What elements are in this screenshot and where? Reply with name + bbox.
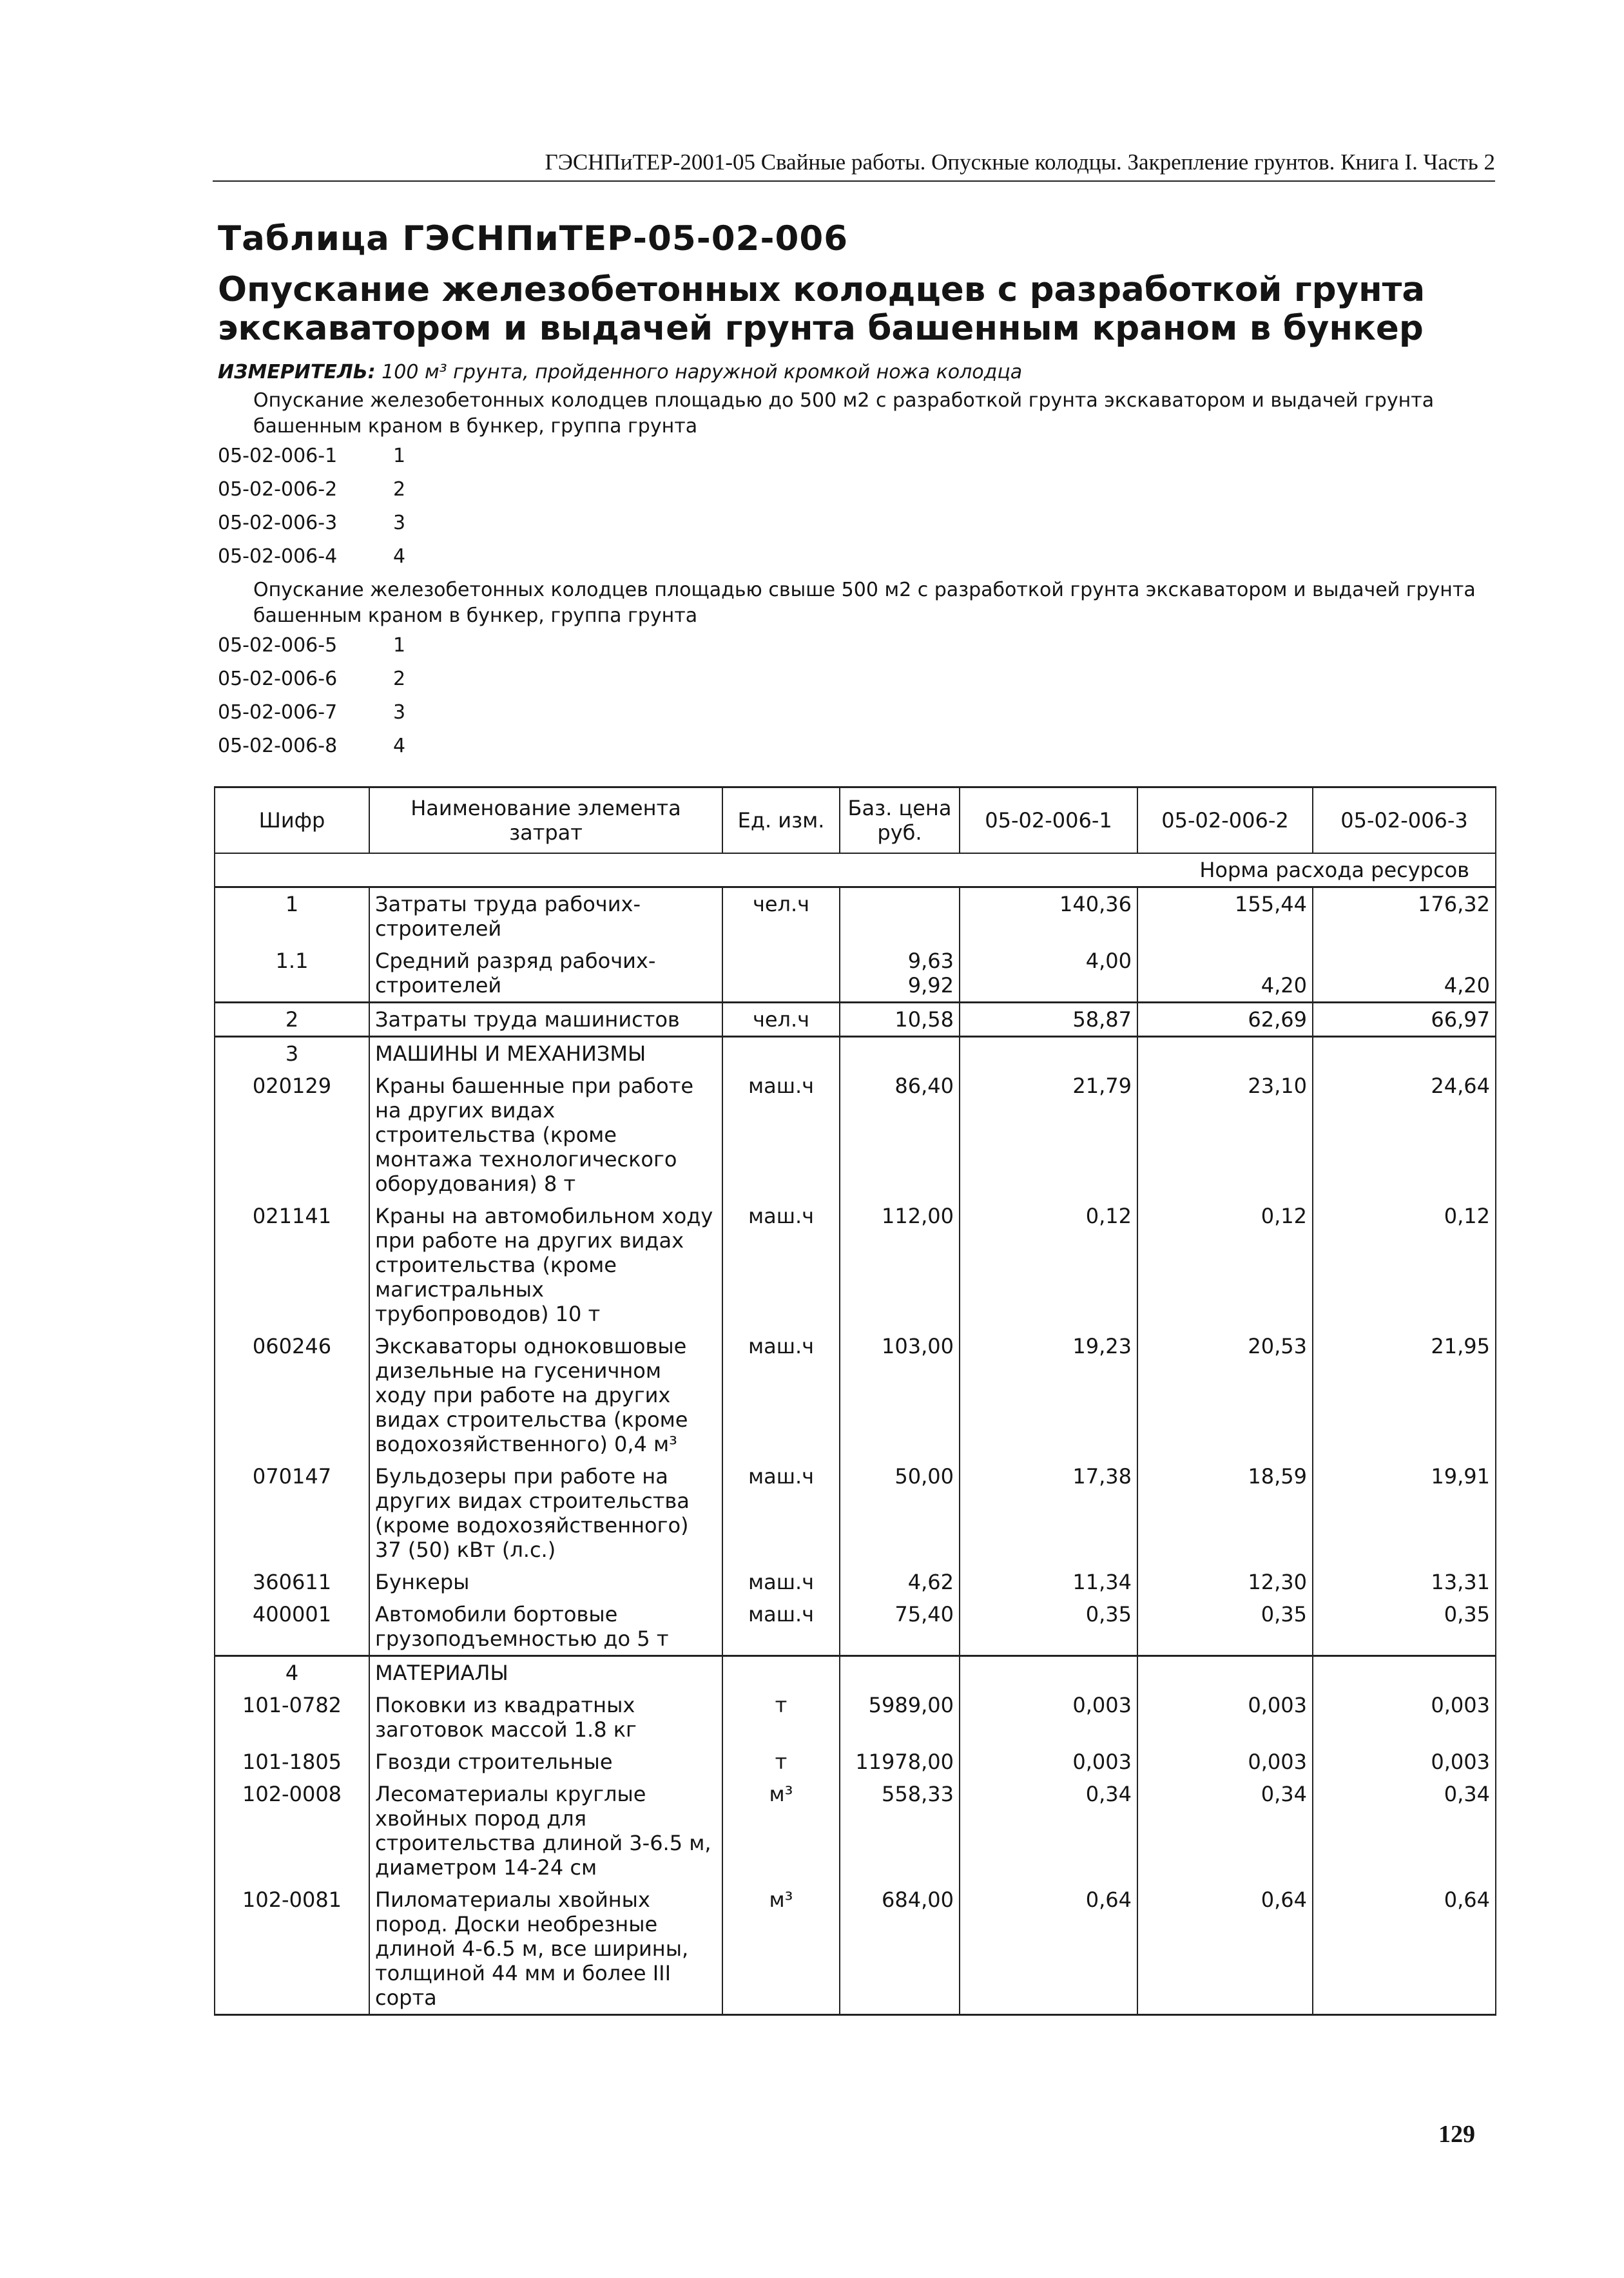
row-value-3: 19,91 bbox=[1313, 1460, 1496, 1566]
row-unit: маш.ч bbox=[722, 1200, 840, 1330]
row-value-1: 0,35 bbox=[960, 1598, 1137, 1656]
row-value-2: 0,64 bbox=[1137, 1884, 1313, 2015]
group-value: 3 bbox=[393, 512, 406, 534]
row-code: 060246 bbox=[215, 1330, 369, 1460]
table-row bbox=[215, 1566, 1496, 1598]
page-number: 129 bbox=[1438, 2121, 1475, 2148]
running-header-text: ГЭСНПиТЕР-2001-05 Свайные работы. Опускные колодцы. Закрепление грунтов. Книга I. Часть 2 bbox=[545, 150, 1495, 175]
table-row bbox=[215, 1884, 1496, 2015]
row-price: 86,40 bbox=[840, 1070, 960, 1200]
row-value-3: 66,97 bbox=[1313, 1003, 1496, 1037]
measure-text: 100 м³ грунта, пройденного наружной кромкой ножа колодца bbox=[382, 361, 1023, 383]
row-value-1: 17,38 bbox=[960, 1460, 1137, 1566]
row-price-2: 9,92 bbox=[907, 973, 954, 998]
row-code: 4 bbox=[215, 1656, 369, 1690]
row-code: 070147 bbox=[215, 1460, 369, 1566]
row-price: 558,33 bbox=[840, 1778, 960, 1884]
row-value-3: 4,20 bbox=[1313, 945, 1496, 1003]
row-unit: м³ bbox=[722, 1778, 840, 1884]
row-price: 75,40 bbox=[840, 1598, 960, 1656]
row-unit: м³ bbox=[722, 1884, 840, 2015]
row-value-1: 58,87 bbox=[960, 1003, 1137, 1037]
running-header bbox=[213, 150, 1495, 182]
row-price: 10,58 bbox=[840, 1003, 960, 1037]
row-value-2: 20,53 bbox=[1137, 1330, 1313, 1460]
row-code: 3 bbox=[215, 1037, 369, 1070]
row-value-3: 0,003 bbox=[1313, 1746, 1496, 1778]
row-value-3: 21,95 bbox=[1313, 1330, 1496, 1460]
row-name: Затраты труда машинистов bbox=[369, 1003, 722, 1037]
row-value-3: 0,12 bbox=[1313, 1200, 1496, 1330]
row-value-3: 0,64 bbox=[1313, 1884, 1496, 2015]
resource-table bbox=[214, 786, 1496, 2016]
row-unit: чел.ч bbox=[722, 1003, 840, 1037]
row-name: Автомобили бортовые грузоподъемностью до 5 т bbox=[369, 1598, 722, 1656]
row-unit: маш.ч bbox=[722, 1566, 840, 1598]
row-value-1: 21,79 bbox=[960, 1070, 1137, 1200]
row-unit bbox=[722, 945, 840, 1003]
code-value: 05-02-006-6 bbox=[218, 668, 338, 690]
norm-caption-row bbox=[215, 853, 1496, 887]
table-row bbox=[215, 1003, 1496, 1037]
row-price: 112,00 bbox=[840, 1200, 960, 1330]
row-value-2: 0,34 bbox=[1137, 1778, 1313, 1884]
row-value-3: 0,34 bbox=[1313, 1778, 1496, 1884]
code-value: 05-02-006-2 bbox=[218, 478, 338, 501]
header-col-3: 05-02-006-3 bbox=[1313, 787, 1496, 854]
row-code: 1 bbox=[215, 887, 369, 945]
row-value-2: 0,12 bbox=[1137, 1200, 1313, 1330]
code-value: 05-02-006-7 bbox=[218, 701, 338, 724]
row-unit bbox=[722, 1037, 840, 1070]
row-value-2: 4,20 bbox=[1137, 945, 1313, 1003]
row-value-2: 23,10 bbox=[1137, 1070, 1313, 1200]
row-value-3: 24,64 bbox=[1313, 1070, 1496, 1200]
row-name: Бункеры bbox=[369, 1566, 722, 1598]
section-row bbox=[215, 1656, 1496, 1690]
row-unit: маш.ч bbox=[722, 1598, 840, 1656]
code-value: 05-02-006-1 bbox=[218, 445, 338, 467]
row-name: Средний разряд рабочих-строителей bbox=[369, 945, 722, 1003]
row-value-3: 0,003 bbox=[1313, 1689, 1496, 1746]
row-value-3: 0,35 bbox=[1313, 1598, 1496, 1656]
row-code: 101-0782 bbox=[215, 1689, 369, 1746]
row-code: 102-0008 bbox=[215, 1778, 369, 1884]
row-name: Краны на автомобильном ходу при работе на других видах строительства (кроме магистральных трубопроводов) 10 т bbox=[369, 1200, 722, 1330]
row-value-1: 0,003 bbox=[960, 1746, 1137, 1778]
row-price: 103,00 bbox=[840, 1330, 960, 1460]
group-value: 4 bbox=[393, 545, 406, 568]
code-row bbox=[218, 668, 405, 693]
row-value-3: 13,31 bbox=[1313, 1566, 1496, 1598]
row-value-2 bbox=[1137, 1037, 1313, 1070]
table-row bbox=[215, 1598, 1496, 1656]
row-price: 684,00 bbox=[840, 1884, 960, 2015]
row-value-1: 4,00 bbox=[960, 945, 1137, 1003]
row-value-2: 0,35 bbox=[1137, 1598, 1313, 1656]
row-name: Поковки из квадратных заготовок массой 1.8 кг bbox=[369, 1689, 722, 1746]
code-row bbox=[218, 512, 405, 537]
row-value-2: 18,59 bbox=[1137, 1460, 1313, 1566]
row-value-2: 0,003 bbox=[1137, 1689, 1313, 1746]
row-value-2 bbox=[1137, 1656, 1313, 1690]
header-price: Баз. цена руб. bbox=[840, 787, 960, 854]
table-row bbox=[215, 1200, 1496, 1330]
header-col-1: 05-02-006-1 bbox=[960, 787, 1137, 854]
section-row bbox=[215, 1037, 1496, 1070]
group-description-2: Опускание железобетонных колодцев площадью свыше 500 м2 с разработкой грунта экскаватором и выдачей грунта башенным краном в бункер, группа грунта bbox=[253, 579, 1476, 627]
row-name: Бульдозеры при работе на других видах строительства (кроме водохозяйственного) 37 (50) кВт (л.с.) bbox=[369, 1460, 722, 1566]
header-code: Шифр bbox=[215, 787, 369, 854]
table-row bbox=[215, 945, 1496, 1003]
table-header-row bbox=[215, 787, 1496, 854]
row-name: Гвозди строительные bbox=[369, 1746, 722, 1778]
row-unit bbox=[722, 1656, 840, 1690]
row-value-2: 0,003 bbox=[1137, 1746, 1313, 1778]
group-value: 2 bbox=[393, 478, 406, 501]
group-value: 4 bbox=[393, 735, 406, 757]
row-unit: т bbox=[722, 1746, 840, 1778]
row-price: 9,63 bbox=[907, 949, 954, 973]
row-value-1: 11,34 bbox=[960, 1566, 1137, 1598]
row-value-3 bbox=[1313, 1037, 1496, 1070]
row-value-2: 12,30 bbox=[1137, 1566, 1313, 1598]
table-row bbox=[215, 1689, 1496, 1746]
row-value-1: 0,12 bbox=[960, 1200, 1137, 1330]
row-price: 11978,00 bbox=[840, 1746, 960, 1778]
code-value: 05-02-006-4 bbox=[218, 545, 338, 568]
row-value-2: 155,44 bbox=[1137, 887, 1313, 945]
row-name: Пиломатериалы хвойных пород. Доски необрезные длиной 4-6.5 м, все ширины, толщиной 44 мм и более III сорта bbox=[369, 1884, 722, 2015]
table-title: Таблица ГЭСНПиТЕР-05-02-006 bbox=[218, 219, 849, 258]
row-name: Затраты труда рабочих-строителей bbox=[369, 887, 722, 945]
row-code: 2 bbox=[215, 1003, 369, 1037]
table-row bbox=[215, 1330, 1496, 1460]
row-code: 1.1 bbox=[215, 945, 369, 1003]
row-name: Лесоматериалы круглые хвойных пород для строительства длиной 3-6.5 м, диаметром 14-24 см bbox=[369, 1778, 722, 1884]
row-price bbox=[840, 887, 960, 945]
group-description-1: Опускание железобетонных колодцев площадью до 500 м2 с разработкой грунта экскаватором и выдачей грунта башенным краном в бункер, группа грунта bbox=[253, 389, 1435, 438]
code-value: 05-02-006-8 bbox=[218, 735, 338, 757]
row-code: 102-0081 bbox=[215, 1884, 369, 2015]
row-code: 400001 bbox=[215, 1598, 369, 1656]
row-price: 4,62 bbox=[840, 1566, 960, 1598]
row-value-1: 0,34 bbox=[960, 1778, 1137, 1884]
row-value-2: 62,69 bbox=[1137, 1003, 1313, 1037]
row-name: Краны башенные при работе на других видах строительства (кроме монтажа технологического оборудования) 8 т bbox=[369, 1070, 722, 1200]
row-value-1: 140,36 bbox=[960, 887, 1137, 945]
table-bottom-line bbox=[215, 2015, 1496, 2016]
row-code: 020129 bbox=[215, 1070, 369, 1200]
header-name: Наименование элемента затрат bbox=[369, 787, 722, 854]
row-price-cell bbox=[840, 945, 960, 1003]
group-value: 3 bbox=[393, 701, 406, 724]
table-row bbox=[215, 1070, 1496, 1200]
table-row bbox=[215, 1746, 1496, 1778]
row-value-1: 0,64 bbox=[960, 1884, 1137, 2015]
row-unit: чел.ч bbox=[722, 887, 840, 945]
row-value-1: 19,23 bbox=[960, 1330, 1137, 1460]
code-row bbox=[218, 545, 405, 571]
table-row bbox=[215, 1778, 1496, 1884]
code-row bbox=[218, 735, 405, 760]
row-value-1: 0,003 bbox=[960, 1689, 1137, 1746]
code-value: 05-02-006-3 bbox=[218, 512, 338, 534]
table-row bbox=[215, 1460, 1496, 1566]
row-value-3: 176,32 bbox=[1313, 887, 1496, 945]
row-price: 50,00 bbox=[840, 1460, 960, 1566]
row-unit: маш.ч bbox=[722, 1070, 840, 1200]
code-row bbox=[218, 445, 405, 470]
header-unit: Ед. изм. bbox=[722, 787, 840, 854]
row-unit: т bbox=[722, 1689, 840, 1746]
measure-line bbox=[218, 361, 1022, 383]
row-value-3 bbox=[1313, 1656, 1496, 1690]
row-unit: маш.ч bbox=[722, 1460, 840, 1566]
header-col-2: 05-02-006-2 bbox=[1137, 787, 1313, 854]
row-code: 101-1805 bbox=[215, 1746, 369, 1778]
section-title: МАШИНЫ И МЕХАНИЗМЫ bbox=[369, 1037, 722, 1070]
row-name: Экскаваторы одноковшовые дизельные на гусеничном ходу при работе на других видах строительства (кроме водохозяйственного) 0,4 м³ bbox=[369, 1330, 722, 1460]
row-unit: маш.ч bbox=[722, 1330, 840, 1460]
row-value-1 bbox=[960, 1656, 1137, 1690]
row-code: 360611 bbox=[215, 1566, 369, 1598]
code-row bbox=[218, 701, 405, 727]
row-price bbox=[840, 1037, 960, 1070]
code-row bbox=[218, 634, 405, 660]
norm-caption: Норма расхода ресурсов bbox=[215, 853, 1496, 887]
code-value: 05-02-006-5 bbox=[218, 634, 338, 657]
table-row bbox=[215, 887, 1496, 945]
section-title: МАТЕРИАЛЫ bbox=[369, 1656, 722, 1690]
table-bottom-border bbox=[215, 2015, 1496, 2016]
row-price: 5989,00 bbox=[840, 1689, 960, 1746]
table-subtitle: Опускание железобетонных колодцев с разработкой грунта экскаватором и выдачей грунта башенным краном в бункер bbox=[218, 270, 1426, 348]
code-row bbox=[218, 478, 405, 504]
group-value: 1 bbox=[393, 445, 406, 467]
measure-label: ИЗМЕРИТЕЛЬ: bbox=[218, 361, 376, 383]
row-value-1 bbox=[960, 1037, 1137, 1070]
group-value: 1 bbox=[393, 634, 406, 657]
group-value: 2 bbox=[393, 668, 406, 690]
row-price bbox=[840, 1656, 960, 1690]
row-code: 021141 bbox=[215, 1200, 369, 1330]
